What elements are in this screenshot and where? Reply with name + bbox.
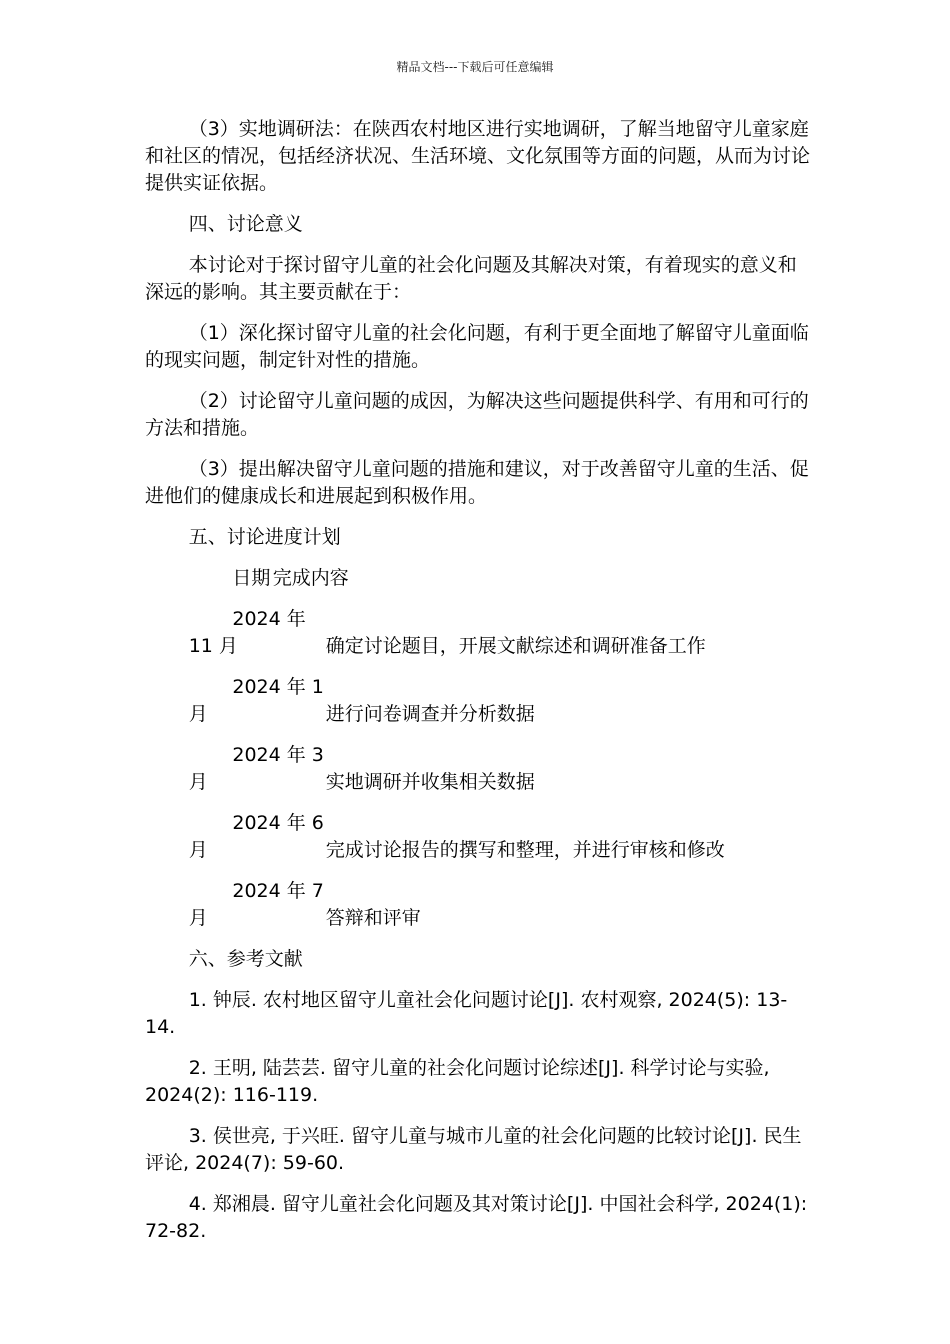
section-heading-references: 六、参考文献 [188,948,303,970]
page-header: 精品文档---下载后可任意编辑 [396,60,554,74]
reference-item: 4. 郑湘晨. 留守儿童社会化问题及其对策讨论[J]. 中国社会科学, 2024(1): 72-82. [145,1193,808,1242]
section-heading-schedule: 五、讨论进度计划 [188,526,341,548]
schedule-date: 2024 年 11 月 [188,608,306,657]
schedule-row [145,606,810,660]
contribution-1: （1）深化探讨留守儿童的社会化问题，有利于更全面地了解留守儿童面临的现实问题，制定针对性的措施。 [145,322,809,371]
schedule-date: 2024 年 3 月 [188,744,324,793]
reference-item: 2. 王明, 陆芸芸. 留守儿童的社会化问题讨论综述[J]. 科学讨论与实验, 2024(2): 116-119. [145,1057,770,1106]
schedule-date: 2024 年 6 月 [188,812,324,861]
schedule-header-date: 日期 [232,567,271,589]
method-paragraph: （3）实地调研法：在陕西农村地区进行实地调研，了解当地留守儿童家庭和社区的情况，包括经济状况、生活环境、文化氛围等方面的问题，从而为讨论提供实证依据。 [145,118,811,194]
reference-item: 3. 侯世亮, 于兴旺. 留守儿童与城市儿童的社会化问题的比较讨论[J]. 民生评论, 2024(7): 59-60. [145,1125,802,1174]
schedule-row [145,810,810,864]
document-body [145,116,810,1259]
schedule-content: 完成讨论报告的撰写和整理，并进行审核和修改 [325,839,725,861]
schedule-row [145,674,810,728]
significance-intro: 本讨论对于探讨留守儿童的社会化问题及其解决对策，有着现实的意义和深远的影响。其主要贡献在于： [145,254,797,303]
schedule-row [145,878,810,932]
schedule-content: 答辩和评审 [325,907,421,929]
reference-item: 1. 钟辰. 农村地区留守儿童社会化问题讨论[J]. 农村观察, 2024(5): 13-14. [145,989,788,1038]
schedule-content: 确定讨论题目，开展文献综述和调研准备工作 [325,635,706,657]
schedule-date: 2024 年 7 月 [188,880,324,929]
schedule-header [145,565,810,592]
section-heading-significance: 四、讨论意义 [188,213,303,235]
schedule-content: 进行问卷调查并分析数据 [325,703,535,725]
contribution-2: （2）讨论留守儿童问题的成因，为解决这些问题提供科学、有用和可行的方法和措施。 [145,390,809,439]
schedule-date: 2024 年 1 月 [188,676,324,725]
schedule-content: 实地调研并收集相关数据 [325,771,535,793]
schedule-header-content: 完成内容 [272,567,349,589]
schedule-row [145,742,810,796]
contribution-3: （3）提出解决留守儿童问题的措施和建议，对于改善留守儿童的生活、促进他们的健康成长和进展起到积极作用。 [145,458,809,507]
